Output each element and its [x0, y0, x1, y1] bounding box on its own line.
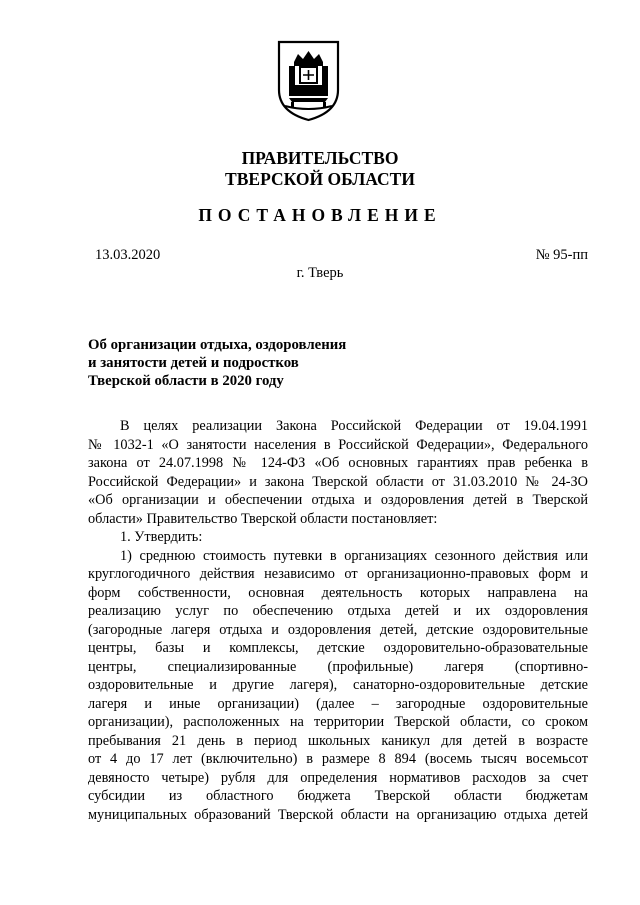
body-line: девяносто четыре) рубля для определения нормативов расходов за счет: [88, 769, 588, 786]
body-line: Российской Федерации» и закона Тверской области от 31.03.2010 № 24-ЗО: [88, 473, 588, 490]
body-line: реализацию услуг по обеспечению отдыха детей и их оздоровления: [88, 603, 588, 619]
body-line: В целях реализации Закона Российской Федерации от 19.04.1991: [120, 418, 588, 434]
body-line: центры, базы и комплексы, детские оздоровительно-образовательные: [88, 640, 588, 656]
body-line: пребывания 21 день в период школьных каникул для детей в возрасте: [88, 732, 588, 749]
body-line: круглогодичного действия независимо от организационно-правовых форм и: [88, 566, 588, 582]
government-title-line1: ПРАВИТЕЛЬСТВО: [241, 148, 399, 168]
body-line: области» Правительство Тверской области постановляет:: [88, 510, 438, 527]
decree-number: № 95-пп: [535, 247, 588, 263]
body-line: оздоровительные и другие лагеря), санаторно-оздоровительные детские: [88, 677, 588, 693]
body-line: № 1032-1 «О занятости населения в Российской Федерации», Федерального: [88, 436, 588, 453]
body-line: форм собственности, основная деятельность которых направлена на: [88, 584, 588, 601]
body-line: центры, специализированные (профильные) лагеря (спортивно-: [88, 658, 588, 675]
decree-subject: [88, 336, 408, 390]
decree-date: 13.03.2020: [95, 247, 161, 263]
body-line: (загородные лагеря отдыха и оздоровления детей, детские оздоровительные: [88, 621, 588, 638]
decree-heading: ПОСТАНОВЛЕНИЕ: [198, 205, 442, 225]
body-line: организации), расположенных на территории Тверской области, со сроком: [88, 714, 588, 730]
subject-line: Тверской области в 2020 году: [88, 373, 284, 389]
government-title-line2: ТВЕРСКОЙ ОБЛАСТИ: [225, 169, 415, 189]
body-line: 1) среднюю стоимость путевки в организациях сезонного действия или: [120, 547, 588, 564]
body-line: 1. Утвердить:: [120, 529, 203, 545]
decree-body: [88, 417, 588, 824]
coat-of-arms-icon: [275, 40, 342, 122]
body-line: лагеря и иные организации) (далее – загородные оздоровительные: [88, 695, 588, 712]
subject-line: Об организации отдыха, оздоровления: [88, 337, 347, 353]
body-line: закона от 24.07.1998 № 124-ФЗ «Об основных гарантиях прав ребенка в: [88, 455, 588, 471]
body-line: субсидии из областного бюджета Тверской области бюджетам: [88, 788, 588, 804]
body-line: от 4 до 17 лет (включительно) в размере 8 894 (восемь тысяч восемьсот: [88, 751, 588, 767]
subject-line: и занятости детей и подростков: [88, 355, 299, 371]
body-line: муниципальных образований Тверской области на организацию отдыха детей: [88, 806, 588, 823]
body-line: «Об организации и обеспечении отдыха и оздоровления детей в Тверской: [88, 492, 588, 508]
decree-city: г. Тверь: [296, 265, 344, 281]
